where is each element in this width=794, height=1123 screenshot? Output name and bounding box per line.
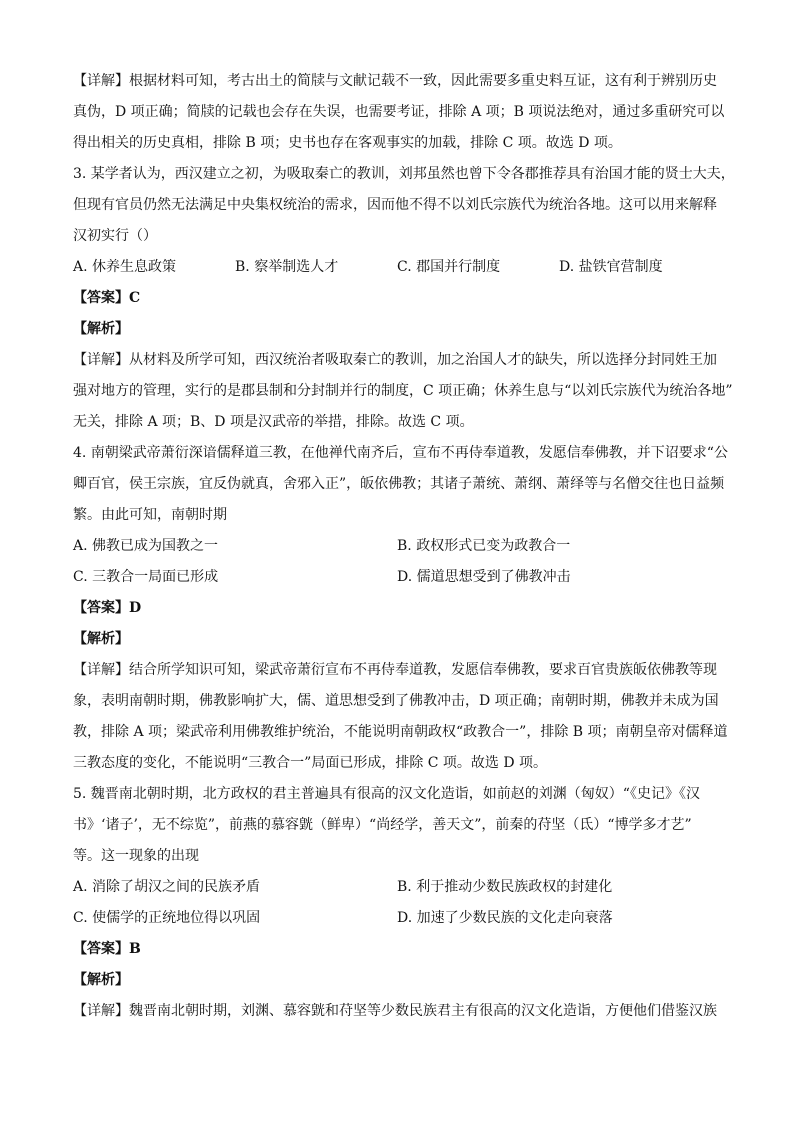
choice-row <box>73 531 735 562</box>
text-line: 卿百官，侯王宗族，宜反伪就真，舍邪入正”，皈依佛教；其诸子萧统、萧纲、萧绎等与名僧交往也日益频 <box>73 476 725 492</box>
text-line: 无关，排除 A 项；B、D 项是汉武帝的举措，排除。故选 C 项。 <box>73 414 474 430</box>
choice-row <box>73 562 735 593</box>
choice-option: A. 休养生息政策 <box>73 259 177 275</box>
text-line: 等。这一现象的出现 <box>73 848 199 864</box>
paragraph <box>73 996 735 1027</box>
paragraph <box>73 779 735 872</box>
choice-option: A. 佛教已成为国教之一 <box>73 538 219 554</box>
analysis-label: 【解析】 <box>73 631 129 647</box>
text-line: 5. 魏晋南北朝时期，北方政权的君主普遍具有很高的汉文化造诣，如前赵的刘渊（匈奴）“《史记》《汉 <box>73 786 700 802</box>
text-line: 三教态度的变化，不能说明“三教合一”局面已形成，排除 C 项。故选 D 项。 <box>73 755 548 771</box>
text-line: 【详解】从材料及所学可知，西汉统治者吸取秦亡的教训，加之治国人才的缺失，所以选择分封同姓王加 <box>73 352 717 368</box>
choice-option: D. 儒道思想受到了佛教冲击 <box>397 569 571 585</box>
paragraph <box>73 66 735 159</box>
paragraph <box>73 655 735 779</box>
choice-option: C. 三教合一局面已形成 <box>73 569 219 585</box>
choice-option: B. 察举制选人才 <box>235 259 339 275</box>
choice-option: A. 消除了胡汉之间的民族矛盾 <box>73 879 261 895</box>
choice-row <box>73 252 735 283</box>
text-line: 汉初实行（） <box>73 228 157 244</box>
text-line: 得出相关的历史真相，排除 B 项；史书也存在客观事实的加载，排除 C 项。故选 D 项。 <box>73 135 622 151</box>
text-line: 真伪，D 项正确；简牍的记载也会存在失误，也需要考证，排除 A 项；B 项说法绝对，通过多重研究可以 <box>73 104 725 120</box>
analysis-label: 【解析】 <box>73 972 129 988</box>
choice-option: D. 加速了少数民族的文化走向衰落 <box>397 910 613 926</box>
choice-option: B. 政权形式已变为政教合一 <box>397 538 571 554</box>
text-line: 强对地方的管理，实行的是郡县制和分封制并行的制度，C 项正确；休养生息与“以刘氏宗族代为统治各地” <box>73 383 733 399</box>
text-line: 但现有官员仍然无法满足中央集权统治的需求，因而他不得不以刘氏宗族代为统治各地。这可以用来解释 <box>73 197 717 213</box>
text-line: 4. 南朝梁武帝萧衍深谙儒释道三教，在他禅代南齐后，宣布不再侍奉道教，发愿信奉佛教，并下诏要求“公 <box>73 445 728 461</box>
analysis-label: 【解析】 <box>73 321 129 337</box>
choice-option: D. 盐铁官营制度 <box>559 259 663 275</box>
text-line: 象，表明南朝时期，佛教影响扩大，儒、道思想受到了佛教冲击，D 项正确；南朝时期，佛教并未成为国 <box>73 693 719 709</box>
text-line: 【详解】根据材料可知，考古出土的简牍与文献记载不一致，因此需要多重史料互证，这有利于辨别历史 <box>73 73 717 89</box>
text-line: 书》‘诸子’，无不综览”，前燕的慕容皝（鲜卑）“尚经学，善天文”，前秦的苻坚（氐）“博学多才艺” <box>73 817 692 833</box>
text-line: 【详解】结合所学知识可知，梁武帝萧衍宣布不再侍奉道教，发愿信奉佛教，要求百官贵族皈依佛教等现 <box>73 662 717 678</box>
choice-row <box>73 872 735 903</box>
choice-option: B. 利于推动少数民族政权的封建化 <box>397 879 613 895</box>
paragraph <box>73 159 735 252</box>
answer-label: 【答案】D <box>73 600 142 616</box>
answer-label: 【答案】B <box>73 941 141 957</box>
paragraph <box>73 345 735 438</box>
text-line: 繁。由此可知，南朝时期 <box>73 507 227 523</box>
document-body <box>73 66 735 1027</box>
choice-option: C. 郡国并行制度 <box>397 259 501 275</box>
paragraph <box>73 438 735 531</box>
choice-option: C. 使儒学的正统地位得以巩固 <box>73 910 261 926</box>
text-line: 【详解】魏晋南北朝时期，刘渊、慕容皝和苻坚等少数民族君主有很高的汉文化造诣，方便他们借鉴汉族 <box>73 1003 717 1019</box>
text-line: 教，排除 A 项；梁武帝利用佛教维护统治，不能说明南朝政权“政教合一”，排除 B 项；南朝皇帝对儒释道 <box>73 724 728 740</box>
answer-label: 【答案】C <box>73 290 141 306</box>
text-line: 3. 某学者认为，西汉建立之初，为吸取秦亡的教训，刘邦虽然也曾下令各郡推荐具有治国才能的贤士大夫， <box>73 166 735 182</box>
choice-row <box>73 903 735 934</box>
